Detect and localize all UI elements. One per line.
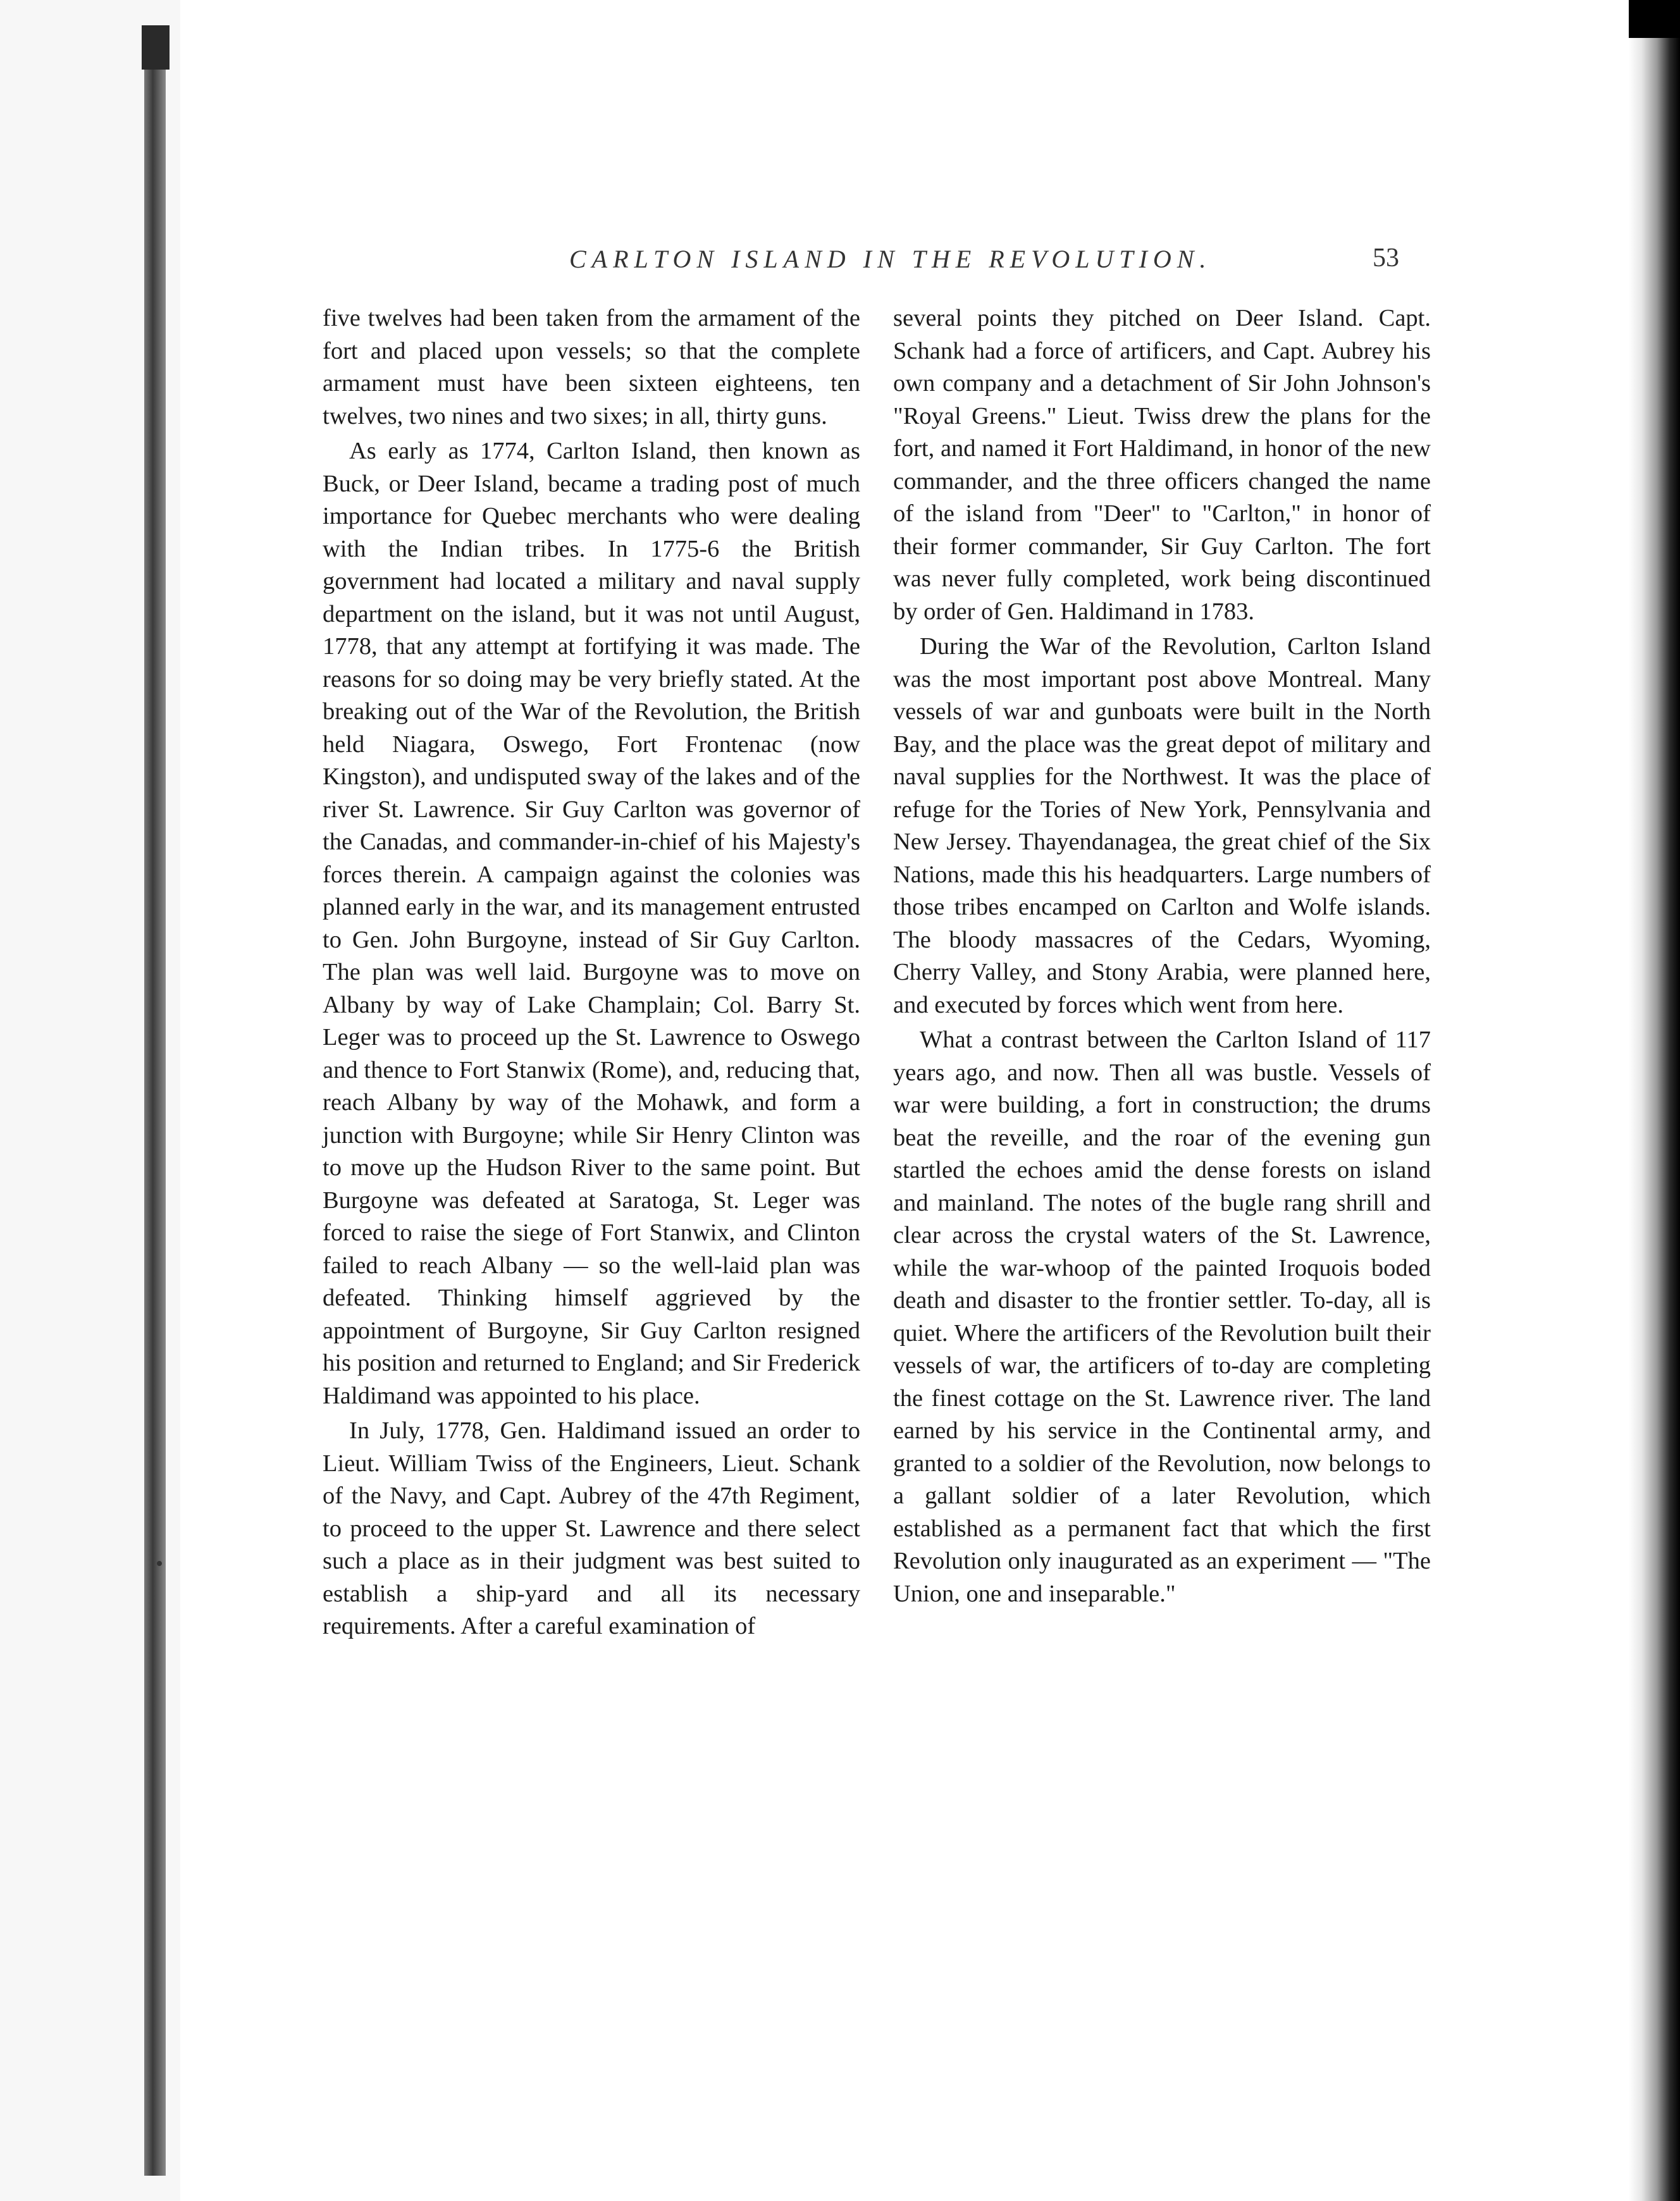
paragraph: As early as 1774, Carlton Island, then known as Buck, or Deer Island, became a trading post of much importance for Quebec merchants who were dealing with the Indian tribes. In 1775-6 the British government had located a military and naval supply department on the island, but it was not until August, 1778, that any attempt at fortifying it was made. The reasons for so doing may be very briefly stated. At the breaking out of the War of the Revolution, the British held Niagara, Oswego, Fort Frontenac (now Kingston), and undisputed sway of the lakes and of the river St. Lawrence. Sir Guy Carlton was governor of the Canadas, and commander-in-chief of his Majesty's forces therein. A campaign against the colonies was planned early in the war, and its management entrusted to Gen. John Burgoyne, instead of Sir Guy Carlton. The plan was well laid. Burgoyne was to move on Albany by way of Lake Champlain; Col. Barry St. Leger was to proceed up the St. Lawrence to Oswego and thence to Fort Stanwix (Rome), and, reducing that, reach Albany by way of the Mohawk, and form a junction with Burgoyne; while Sir Henry Clinton was to move up the Hudson River to the same point. But Burgoyne was defeated at Saratoga, St. Leger was forced to raise the siege of Fort Stanwix, and Clinton failed to reach Albany — so the well-laid plan was defeated. Thinking himself aggrieved by the appointment of Burgoyne, Sir Guy Carlton resigned his position and returned to England; and Sir Frederick Haldimand was appointed to his place. bbox=[323, 438, 860, 1409]
left-text-column bbox=[323, 302, 860, 1643]
book-spine-shadow bbox=[144, 25, 166, 2176]
paragraph: several points they pitched on Deer Island. Capt. Schank had a force of artificers, and Capt. Aubrey his own company and a detachment of Sir John Johnson's "Royal Greens." Lieut. Twiss drew the plans for the fort, and named it Fort Haldimand, in honor of the new commander, and the three officers changed the name of the island from "Deer" to "Carlton," in honor of their former commander, Sir Guy Carlton. The fort was never fully completed, work being discontinued by order of Gen. Haldimand in 1783. bbox=[893, 305, 1431, 625]
margin-mark bbox=[157, 1561, 162, 1566]
right-text-column bbox=[893, 302, 1431, 1610]
page-edge-shadow bbox=[1629, 0, 1680, 2201]
spine-top-shadow bbox=[142, 25, 170, 70]
page-number: 53 bbox=[1373, 244, 1399, 273]
paragraph: In July, 1778, Gen. Haldimand issued an order to Lieut. William Twiss of the Engineers, Lieut. Schank of the Navy, and Capt. Aubrey of the 47th Regiment, to proceed to the upper St. Lawrence and there select such a place as in their judgment was best suited to establish a ship-yard and all its necessary requirements. After a careful examination of bbox=[323, 1417, 860, 1639]
paragraph: What a contrast between the Carlton Island of 117 years ago, and now. Then all was bustle. Vessels of war were building, a fort in construction; the drums beat the reveille, and the roar of the evening gun startled the echoes amid the dense forests on island and mainland. The notes of the bugle rang shrill and clear across the crystal waters of the St. Lawrence, while the war-whoop of the painted Iroquois boded death and disaster to the frontier settler. To-day, all is quiet. Where the artificers of the Revolution built their vessels of war, the artificers of to-day are completing the finest cottage on the St. Lawrence river. The land earned by his service in the Continental army, and granted to a soldier of the Revolution, now belongs to a gallant soldier of a later Revolution, which established as a permanent fact that which the first Revolution only inaugurated as an experiment — "The Union, one and inseparable." bbox=[893, 1027, 1431, 1607]
running-title: CARLTON ISLAND IN THE REVOLUTION. bbox=[569, 245, 1212, 273]
paragraph: five twelves had been taken from the armament of the fort and placed upon vessels; so that the complete armament must have been sixteen eighteens, ten twelves, two nines and two sixes; in all, thirty guns. bbox=[323, 305, 860, 429]
paragraph: During the War of the Revolution, Carlton Island was the most important post above Montreal. Many vessels of war and gunboats were built in the North Bay, and the place was the great depot of military and naval supplies for the Northwest. It was the place of refuge for the Tories of New York, Pennsylvania and New Jersey. Thayendanagea, the great chief of the Six Nations, made this his headquarters. Large numbers of those tribes encamped on Carlton and Wolfe islands. The bloody massacres of the Cedars, Wyoming, Cherry Valley, and Stony Arabia, were planned here, and executed by forces which went from here. bbox=[893, 633, 1431, 1018]
